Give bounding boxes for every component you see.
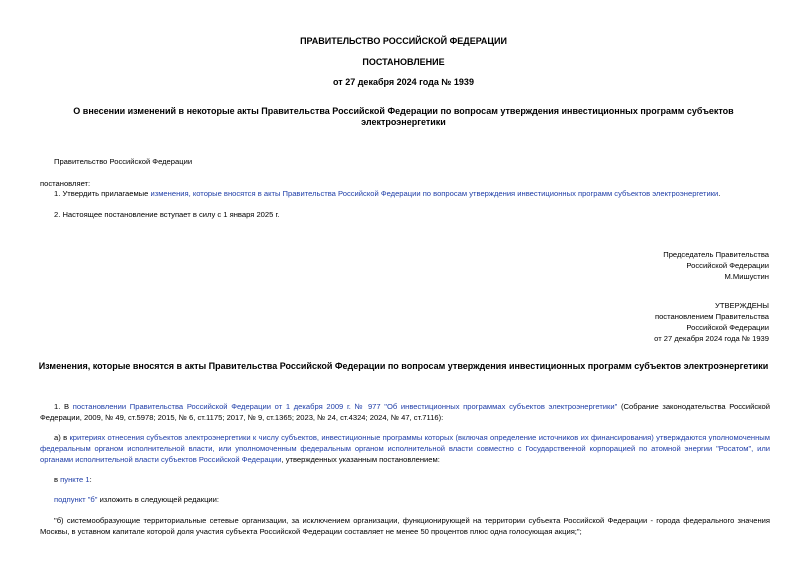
changes-paragraph-a (40, 432, 770, 465)
p1-prefix: 1. В (54, 402, 73, 411)
approval-line1: УТВЕРЖДЕНЫ (715, 301, 769, 310)
changes-link[interactable]: изменения, которые вносятся в акты Правительства Российской Федерации по вопросам утверждения инвестиционных программ субъектов электроэнергетики (150, 189, 719, 198)
criteria-link[interactable]: критериях отнесения субъектов электроэнергетики к числу субъектов, инвестиционные программы которых (включая определение источников их финансирования) утверждаются уполномоченным федеральным органом исполнительной власти, или уполномоченным федеральным органом исполнительной власти совместно с Государственной корпорацией по атомной энергии "Росатом", или органами исполнительной власти субъектов Российской Федерации (40, 433, 770, 464)
approval-line3: Российской Федерации (686, 323, 769, 332)
point-prefix: в (54, 475, 61, 484)
item-2: 2. Настоящее постановление вступает в силу с 1 января 2025 г. (54, 210, 280, 219)
changes-paragraph-1 (40, 401, 770, 423)
preamble-subject: Правительство Российской Федерации (54, 157, 193, 166)
document-type: ПОСТАНОВЛЕНИЕ (362, 57, 445, 67)
approval-line4: от 27 декабря 2024 года № 1939 (654, 334, 769, 343)
signature-block (663, 249, 769, 282)
signature-line1: Председатель Правительства (663, 250, 769, 259)
point-suffix: : (89, 475, 92, 484)
signature-line2: Российской Федерации (686, 261, 769, 270)
approval-block (654, 300, 769, 344)
subpoint-suffix: изложить в следующей редакции: (97, 495, 220, 504)
changes-paragraph-subpoint (54, 494, 219, 505)
signature-line3: М.Мишустин (724, 272, 769, 281)
document-title-line2: электроэнергетики (361, 117, 446, 127)
p1-suffix: (Собрание законодательства Российской Федерации, 2009, № 49, ст.5978; 2015, № 6, ст.1175; 2017, № 9, ст.1365; 2023, № 24, ст.4324; 2024, № 47, ст.7116): (40, 402, 770, 422)
document-title-line1: О внесении изменений в некоторые акты Правительства Российской Федерации по вопросам утверждения инвестиционных программ субъектов (73, 106, 734, 116)
subpoint-b-link[interactable]: подпункт "б" (54, 495, 98, 504)
item-1-suffix: . (718, 189, 721, 198)
item-1 (54, 188, 774, 199)
item-1-prefix: 1. Утвердить прилагаемые (54, 189, 151, 198)
approval-line2: постановлением Правительства (654, 312, 769, 321)
document-date-number: от 27 декабря 2024 года № 1939 (333, 77, 474, 87)
government-name: ПРАВИТЕЛЬСТВО РОССИЙСКОЙ ФЕДЕРАЦИИ (300, 36, 507, 46)
preamble-decides: постановляет: (40, 179, 91, 188)
changes-paragraph-point (54, 474, 92, 485)
resolution-977-link[interactable]: постановлении Правительства Российской Федерации от 1 декабря 2009 г. № 977 "Об инвестиционных программах субъектов электроэнергетики" (72, 402, 618, 411)
changes-heading: Изменения, которые вносятся в акты Правительства Российской Федерации по вопросам утверждения инвестиционных программ субъектов электроэнергетики (38, 361, 769, 371)
changes-paragraph-quote: "б) системообразующие территориальные сетевые организации, за исключением организации, функционирующей на территории субъекта Российской Федерации - города федерального значения Москвы, в уставном капитале которой доля участия субъекта Российской Федерации составляет не менее 50 процентов плюс одна голосующая акция;"; (40, 516, 770, 536)
pa-suffix: , утвержденных указанным постановлением: (281, 455, 440, 464)
pa-prefix: а) в (54, 433, 70, 442)
point-1-link[interactable]: пункте 1 (60, 475, 90, 484)
